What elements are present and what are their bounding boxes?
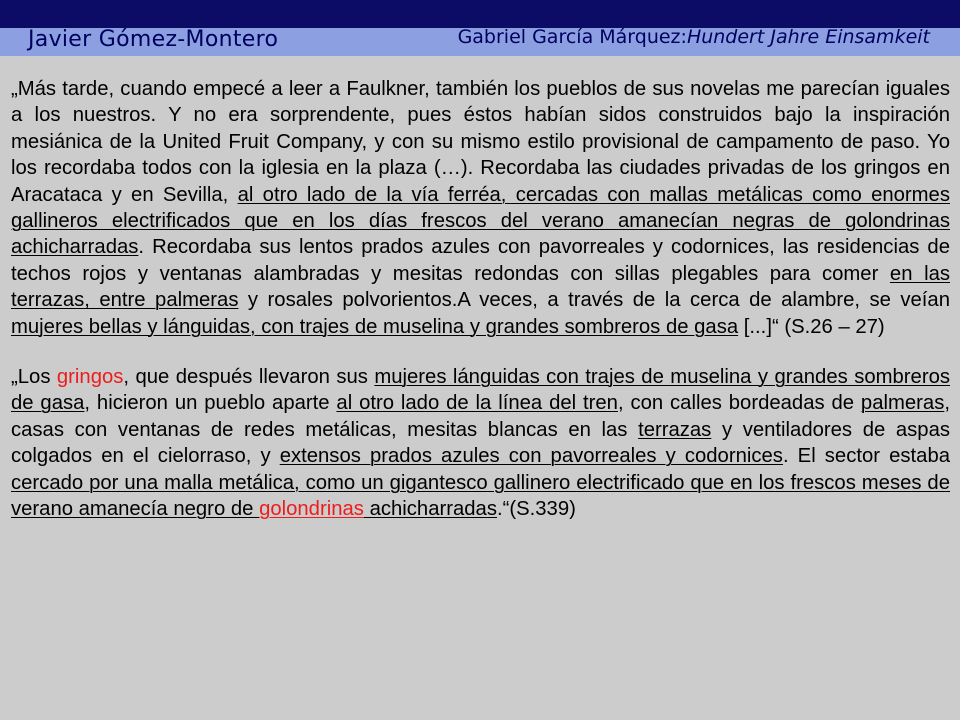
quote2-red-2: golondrinas xyxy=(259,498,364,521)
header-work-italic: Hundert Jahre Einsamkeit xyxy=(686,26,930,48)
quote2-underline-7: achicharradas xyxy=(363,498,497,521)
slide-body xyxy=(11,76,950,523)
slide-header xyxy=(0,0,960,56)
header-author: Javier Gómez-Montero xyxy=(28,27,279,52)
quote2-text-7: . El sector estaba xyxy=(782,445,950,468)
quote1-underline-2: en las terrazas, entre palmeras xyxy=(11,262,950,312)
quote-paragraph-1 xyxy=(11,76,950,340)
quote2-underline-5: extensos prados azules con pavorreales y codornices xyxy=(279,445,783,468)
quote2-underline-1: mujeres lánguidas con trajes de muselina y grandes sombreros de gasa xyxy=(11,366,950,415)
quote1-underline-3: mujeres bellas y lánguidas, con trajes de muselina y grandes sombreros de gasa xyxy=(11,315,739,338)
header-work-title xyxy=(458,26,930,48)
quote2-underline-4: terrazas xyxy=(638,418,712,441)
quote1-text-4: [...]“ (S.26 – 27) xyxy=(738,315,885,338)
quote1-underline-1: al otro lado de la vía ferréa, cercadas con mallas metálicas como enormes gallineros electrificados que en los días frescos del verano amanecían negras de golondrinas achicharradas xyxy=(11,183,950,259)
quote-paragraph-2 xyxy=(11,364,950,522)
quote2-text-6: y ventiladores de aspas colgados en el cielorraso, y xyxy=(11,418,950,468)
quote2-underline-2: al otro lado de la línea del tren xyxy=(336,392,618,415)
quote2-text-3: , hicieron un pueblo aparte xyxy=(84,392,337,415)
quote2-underline-6: cercado por una malla metálica, como un gigantesco gallinero electrificado que en los frescos meses de verano amanecía negro de xyxy=(11,471,950,521)
quote2-text-5: , casas con ventanas de redes metálicas, mesitas blancas en las xyxy=(11,392,950,441)
quote2-red-1: gringos xyxy=(56,366,124,389)
quote1-text-2: . Recordaba sus lentos prados azules con pavorreales y codornices, las residencias de techos rojos y ventanas alambradas y mesitas redondas con sillas plegables para comer xyxy=(11,236,950,285)
quote2-text-1: „Los xyxy=(11,366,57,389)
quote1-text-1: „Más tarde, cuando empecé a leer a Faulkner, también los pueblos de sus novelas me parecían iguales a los nuestros. Y no era sorprendente, pues éstos habían sidos construidos bajo la inspiración mesiánica de la United Fruit Company, y con su mismo estilo provisional de campamento de paso. Yo los recordaba todos con la iglesia en la plaza (…). Recordaba las ciudades privadas de los gringos en Aracataca y en Sevilla, xyxy=(11,78,950,206)
quote2-underline-3: palmeras xyxy=(860,392,945,415)
header-work-prefix: Gabriel García Márquez: xyxy=(457,26,687,48)
quote2-text-8: .“(S.339) xyxy=(496,498,576,521)
quote2-text-2: , que después llevaron sus xyxy=(123,366,375,389)
quote1-text-3: y rosales polvorientos.A veces, a través de la cerca de alambre, se veían xyxy=(238,289,950,312)
quote2-text-4: , con calles bordeadas de xyxy=(617,392,861,415)
